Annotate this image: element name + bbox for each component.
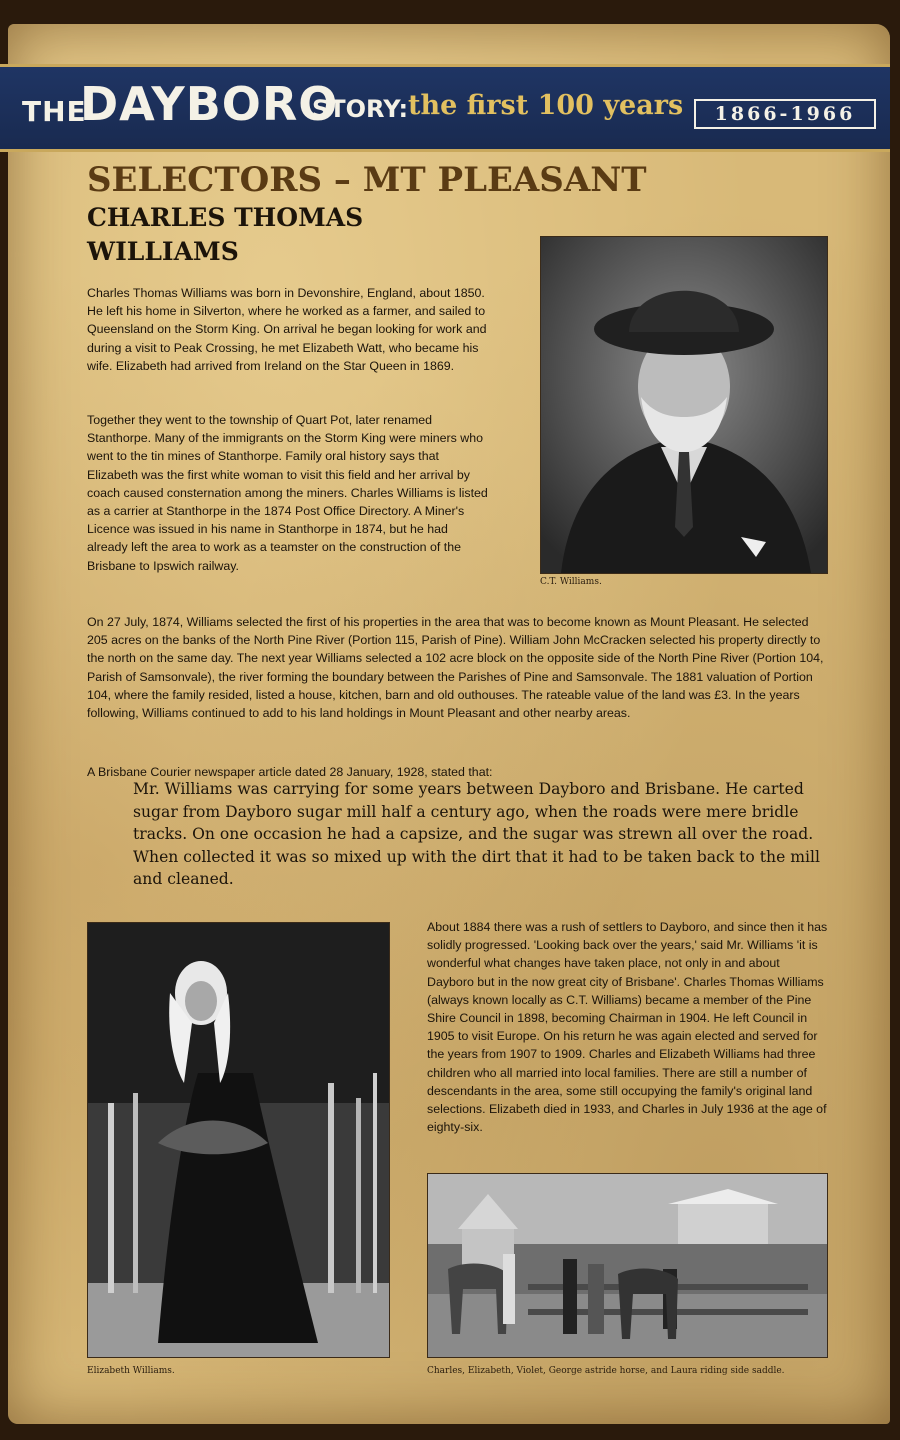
- title-banner: [0, 64, 890, 152]
- family-photo: [427, 1173, 828, 1358]
- name-heading-line1: CHARLES THOMAS: [87, 203, 364, 232]
- caption-elizabeth: Elizabeth Williams.: [87, 1366, 175, 1376]
- banner-subtitle: the first 100 years: [408, 90, 684, 121]
- elizabeth-williams-photo: [87, 922, 390, 1358]
- banner-story: STORY:: [312, 95, 409, 123]
- paragraph-1: Charles Thomas Williams was born in Devonshire, England, about 1850. He left his home in Silverton, where he worked as a farmer, and sailed to Queensland on the Storm King. On arrival he began looking for work and during a visit to Peak Crossing, he met Elizabeth Watt, who became his wife. Elizabeth had arrived from Ireland on the Star Queen in 1869.: [87, 286, 487, 373]
- banner-dayboro: DAYBORO: [80, 77, 339, 131]
- caption-family: Charles, Elizabeth, Violet, George astride horse, and Laura riding side saddle.: [427, 1366, 785, 1376]
- paragraph-2: Together they went to the township of Quart Pot, later renamed Stanthorpe. Many of the immigrants on the Storm King were miners who went to the tin mines of Stanthorpe. Family oral history says that Elizabeth was the first white woman to visit this field and her arrival by coach caused consternation among the miners. Charles Williams is listed as a carrier at Stanthorpe in the 1874 Post Office Directory. A Miner's Licence was issued in his name in Stanthorpe in 1874, but he had already left the area to work as a teamster on the construction of the Brisbane to Ipswich railway.: [87, 413, 488, 573]
- newspaper-quote: Mr. Williams was carrying for some years between Dayboro and Brisbane. He carted sugar from Dayboro sugar mill half a century ago, when the roads were mere bridle tracks. On one occasion he had a capsize, and the sugar was strewn all over the road. When collected it was so mixed up with the dirt that it had to be taken back to the mill and cleaned.: [133, 780, 821, 889]
- name-heading-line2: WILLIAMS: [87, 237, 239, 266]
- banner-years: 1866-1966: [694, 99, 876, 129]
- paragraph-4: A Brisbane Courier newspaper article dated 28 January, 1928, stated that:: [87, 765, 493, 779]
- caption-ct-williams: C.T. Williams.: [540, 577, 602, 587]
- paragraph-5: About 1884 there was a rush of settlers to Dayboro, and since then it has solidly progressed. 'Looking back over the years,' said Mr. Williams 'it is wonderful what changes have taken place, not only in and about Dayboro but in the now great city of Brisbane'. Charles Thomas Williams (always known locally as C.T. Williams) became a member of the Pine Shire Council in 1898, becoming Chairman in 1904. He left Council in 1905 to visit Europe. On his return he was again elected and served for the years from 1907 to 1909. Charles and Elizabeth Williams had three children who all married into local families. There are still a number of descendants in the area, some still occupying the family's original land selections. Elizabeth died in 1933, and Charles in July 1936 at the age of eighty-six.: [427, 920, 828, 1135]
- paragraph-3: On 27 July, 1874, Williams selected the first of his properties in the area that was to become known as Mount Pleasant. He selected 205 acres on the banks of the North Pine River (Portion 115, Parish of Pine). William John McCracken selected his property directly to the north on the same day. The next year Williams selected a 102 acre block on the opposite side of the North Pine River (Portion 104, Parish of Samsonvale), the river forming the boundary between the Parishes of Pine and Samsonvale. The 1881 valuation of Portion 104, where the family resided, listed a house, kitchen, barn and old outhouses. The rateable value of the land was £3. In the years following, Williams continued to add to his land holdings in Mount Pleasant and other nearby areas.: [87, 615, 824, 721]
- ct-williams-portrait: [540, 236, 828, 574]
- page-title: SELECTORS – MT PLEASANT: [87, 160, 647, 200]
- banner-the: THE: [22, 95, 87, 128]
